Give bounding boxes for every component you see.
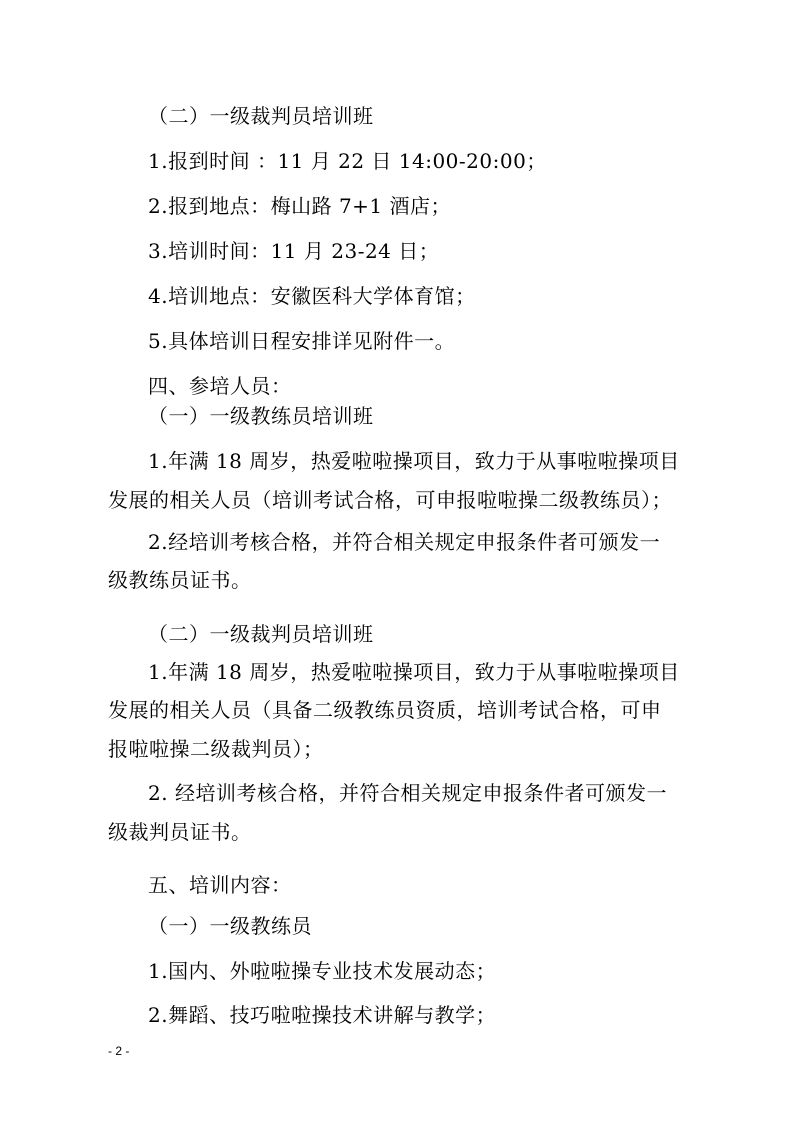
paragraph-schedule-note: 5.具体培训日程安排详见附件一。 <box>148 329 456 353</box>
paragraph-content-item-2: 2.舞蹈、技巧啦啦操技术讲解与教学； <box>148 1003 497 1027</box>
paragraph-referee-requirement-2-cont: 级裁判员证书。 <box>108 820 252 844</box>
section-heading-referee-class: （二）一级裁判员培训班 <box>148 104 374 128</box>
paragraph-coach-requirement-1: 1.年满 18 周岁，热爱啦啦操项目，致力于从事啦啦操项目 <box>148 449 680 473</box>
paragraph-coach-requirement-2: 2.经培训考核合格，并符合相关规定申报条件者可颁发一 <box>148 530 661 554</box>
subheading-referee-class: （二）一级裁判员培训班 <box>148 622 374 646</box>
paragraph-referee-requirement-1-cont2: 报啦啦操二级裁判员）； <box>108 737 324 761</box>
paragraph-referee-requirement-1-cont: 发展的相关人员（具备二级教练员资质，培训考试合格，可申 <box>108 698 662 722</box>
paragraph-coach-requirement-1-cont: 发展的相关人员（培训考试合格，可申报啦啦操二级教练员）； <box>108 488 672 512</box>
paragraph-referee-requirement-2: 2. 经培训考核合格，并符合相关规定申报条件者可颁发一 <box>148 781 667 805</box>
paragraph-coach-requirement-2-cont: 级教练员证书。 <box>108 568 252 592</box>
paragraph-registration-time: 1.报到时间 ：11 月 22 日 14:00-20:00； <box>148 149 547 173</box>
paragraph-referee-requirement-1: 1.年满 18 周岁，热爱啦啦操项目，致力于从事啦啦操项目 <box>148 660 680 684</box>
paragraph-content-item-1: 1.国内、外啦啦操专业技术发展动态； <box>148 959 497 983</box>
paragraph-training-location: 4.培训地点：安徽医科大学体育馆； <box>148 284 476 308</box>
page-number: - 2 - <box>108 1044 130 1058</box>
subheading-coach-class: （一）一级教练员培训班 <box>148 404 374 428</box>
section-heading-training-content: 五、培训内容： <box>148 873 292 897</box>
subheading-coach-content: （一）一级教练员 <box>148 914 312 938</box>
paragraph-registration-location: 2.报到地点：梅山路 7+1 酒店； <box>148 194 452 218</box>
paragraph-training-time: 3.培训时间：11 月 23-24 日； <box>148 239 440 263</box>
section-heading-participants: 四、参培人员： <box>148 374 292 398</box>
